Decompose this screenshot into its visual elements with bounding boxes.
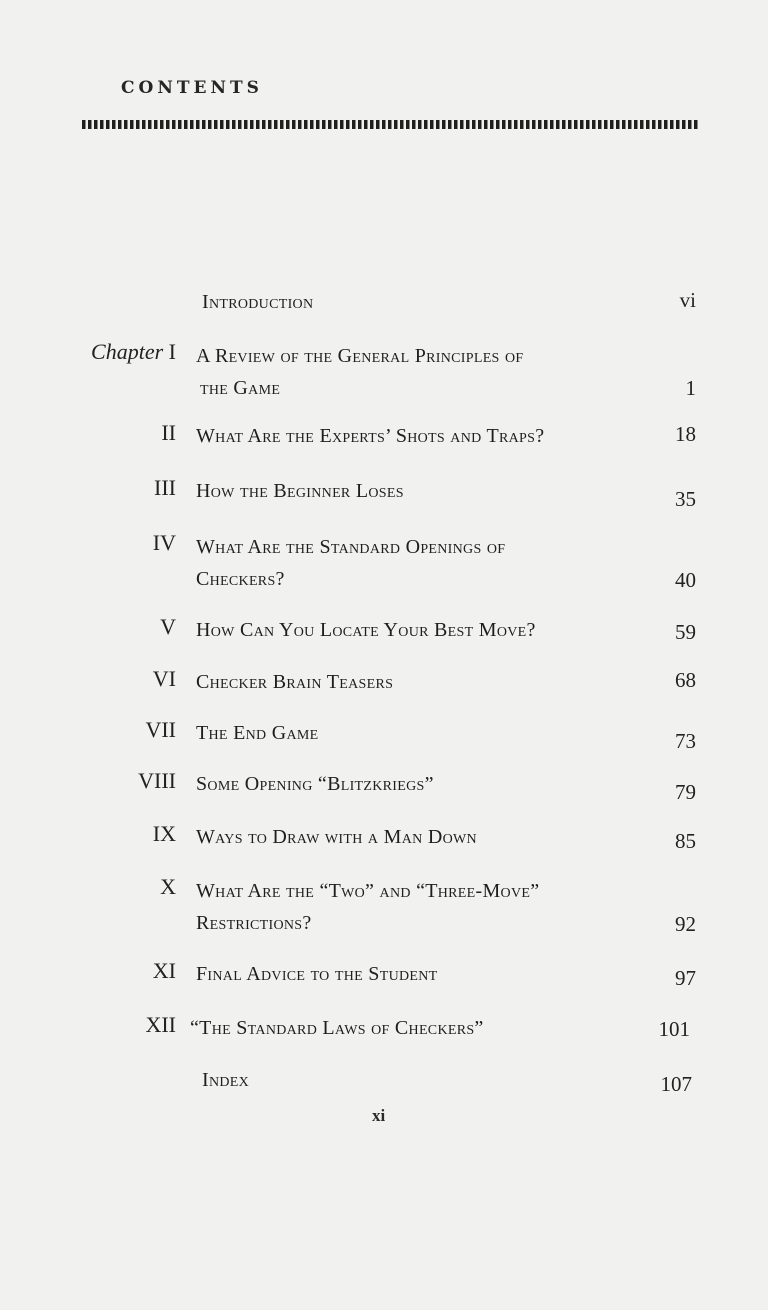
entry-title — [196, 875, 656, 939]
entry-page-number: 40 — [675, 568, 696, 592]
chapter-numeral: VIII — [138, 768, 176, 793]
entry-title — [196, 666, 656, 698]
entry-page-number: 1 — [685, 376, 696, 400]
entry-title — [196, 821, 656, 853]
entry-title-line: Restrictions? — [196, 912, 312, 934]
entry-page-number: vi — [679, 288, 696, 312]
entry-title-line: Checker Brain Teasers — [196, 671, 394, 693]
entry-title — [196, 531, 656, 595]
entry-page-number: 97 — [675, 966, 696, 990]
chapter-numeral: VII — [145, 717, 176, 742]
contents-heading: CONTENTS — [121, 78, 263, 98]
entry-title — [202, 286, 662, 318]
chapter-numeral: XII — [145, 1012, 176, 1037]
entry-title — [196, 475, 656, 507]
entry-title-line: Ways to Draw with a Man Down — [196, 826, 477, 848]
entry-title — [202, 1064, 662, 1096]
entry-title — [196, 614, 656, 646]
entry-title-line: What Are the Standard Openings of — [196, 536, 506, 558]
chapter-numeral: IX — [152, 821, 176, 846]
entry-title-line: Index — [202, 1069, 250, 1091]
entry-title-line: What Are the “Two” and “Three-Move” — [196, 880, 540, 902]
entry-page-number: 73 — [675, 729, 696, 753]
entry-title — [196, 958, 656, 990]
chapter-word: Chapter — [91, 339, 164, 364]
entry-title-line: Some Opening “Blitzkriegs” — [196, 773, 434, 795]
entry-page-number: 85 — [675, 829, 696, 853]
chapter-numeral: XI — [152, 958, 176, 983]
entry-page-number: 59 — [675, 620, 696, 644]
chapter-numeral: II — [161, 420, 176, 445]
chapter-number — [91, 339, 176, 365]
entry-page-number: 101 — [658, 1017, 690, 1041]
entry-title-line: The End Game — [196, 722, 319, 744]
chapter-numeral: IV — [152, 530, 176, 555]
chapter-numeral: VI — [152, 666, 176, 691]
entry-page-number: 107 — [660, 1072, 692, 1096]
entry-title — [196, 768, 656, 800]
entry-title-line: Introduction — [202, 291, 314, 313]
chapter-numeral: I — [168, 339, 176, 364]
entry-title-line: Final Advice to the Student — [196, 963, 438, 985]
entry-page-number: 92 — [675, 912, 696, 936]
entry-page-number: 79 — [675, 780, 696, 804]
entry-page-number: 18 — [675, 422, 696, 446]
entry-title-line: Checkers? — [196, 568, 285, 590]
chapter-numeral: X — [160, 874, 176, 899]
entry-title-line: the Game — [200, 377, 281, 399]
chapter-numeral: III — [154, 475, 176, 500]
entry-page-number: 68 — [675, 668, 696, 692]
page-folio: xi — [372, 1106, 386, 1125]
entry-page-number: 35 — [675, 487, 696, 511]
entry-title-line: “The Standard Laws of Checkers” — [190, 1017, 484, 1039]
entry-title-line: How Can You Locate Your Best Move? — [196, 619, 536, 641]
entry-title-line: What Are the Experts’ Shots and Traps? — [196, 425, 545, 447]
entry-title — [190, 1012, 650, 1044]
entry-title-line: How the Beginner Loses — [196, 480, 404, 502]
entry-title — [196, 340, 656, 404]
entry-title — [196, 420, 656, 452]
dotted-rule — [82, 120, 698, 129]
entry-title — [196, 717, 656, 749]
chapter-numeral: V — [160, 614, 176, 639]
entry-title-line: A Review of the General Principles of — [196, 345, 524, 367]
